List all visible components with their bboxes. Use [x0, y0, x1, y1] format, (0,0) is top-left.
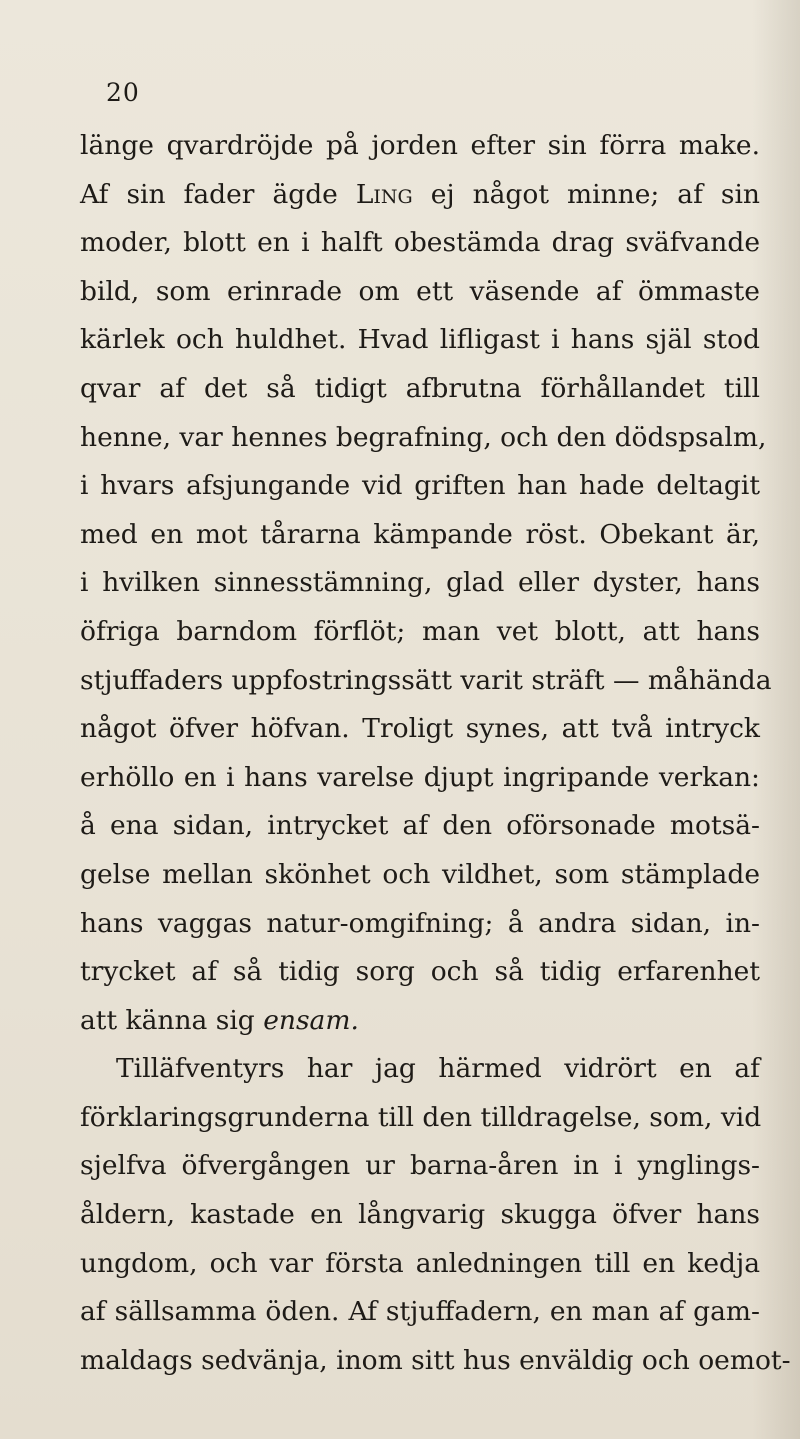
text-run: förklaringsgrunderna till den tilldragelse, som, vid [80, 1101, 762, 1133]
text-line [80, 365, 760, 414]
small-caps-name: Ling [355, 178, 413, 210]
text-run: erhöllo en i hans varelse djupt ingripande verkan: [80, 761, 760, 793]
text-run: kärlek och huldhet. Hvad lifligast i hans själ stod [80, 324, 760, 356]
text-line [80, 122, 760, 171]
text-run: gelse mellan skönhet och vildhet, som stämplade [80, 858, 760, 890]
text-run: Tilläfventyrs har jag härmed vidrört en af [116, 1053, 760, 1085]
text-run: Af sin fader ägde [80, 178, 356, 210]
text-run: maldags sedvänja, inom sitt hus enväldig och oemot- [80, 1344, 791, 1376]
text-line [80, 1337, 791, 1386]
text-run: länge qvardröjde på jorden efter sin förra make. [80, 130, 760, 161]
text-run: hans vaggas natur-omgifning; å andra sidan, in- [80, 907, 760, 939]
text-line [80, 1240, 760, 1289]
text-run: att känna sig [80, 1004, 264, 1036]
text-line [80, 754, 760, 803]
text-run: något öfver höfvan. Troligt synes, att två intryck [80, 713, 760, 745]
text-line [80, 705, 760, 754]
text-run: sjelfva öfvergången ur barna-åren in i ynglings- [80, 1150, 760, 1182]
text-line [80, 657, 772, 706]
text-run: qvar af det så tidigt afbrutna förhållandet till [80, 372, 760, 404]
text-line [80, 608, 760, 657]
text-line [80, 1288, 760, 1337]
text-line [80, 268, 760, 317]
text-line [80, 802, 760, 851]
text-run: stjuffaders uppfostringssätt varit sträft — måhända [80, 664, 772, 696]
text-run: moder, blott en i halft obestämda drag sväfvande [80, 227, 760, 259]
text-line [80, 171, 760, 220]
text-run: öfriga barndom förflöt; man vet blott, att hans [80, 615, 760, 647]
italic-word: ensam. [263, 1004, 359, 1036]
text-run: ej något minne; af sin [412, 178, 760, 210]
text-line [80, 997, 760, 1046]
text-line [80, 1142, 760, 1191]
text-line [80, 851, 760, 900]
text-line [80, 559, 760, 608]
body-text [80, 122, 791, 1385]
text-run: å ena sidan, intrycket af den oförsonade motsä- [80, 810, 760, 842]
text-run: i hvilken sinnesstämning, glad eller dyster, hans [80, 567, 760, 599]
text-line [80, 414, 767, 463]
text-line [80, 1094, 760, 1143]
text-line [80, 900, 760, 949]
text-run: med en mot tårarna kämpande röst. Obekant är, [80, 518, 760, 550]
text-run: henne, var hennes begrafning, och den dödspsalm, [80, 421, 767, 453]
text-run: i hvars afsjungande vid griften han hade deltagit [80, 470, 760, 502]
text-run: trycket af så tidig sorg och så tidig erfarenhet [80, 956, 760, 988]
text-run: åldern, kastade en långvarig skugga öfver hans [80, 1199, 760, 1231]
text-line [80, 1045, 760, 1094]
text-line [80, 462, 760, 511]
text-line [80, 948, 760, 997]
text-line [80, 511, 760, 560]
page-number: 20 [106, 78, 140, 107]
text-line [80, 316, 760, 365]
text-run: af sällsamma öden. Af stjuffadern, en man af gam- [80, 1296, 760, 1328]
text-run: ungdom, och var första anledningen till en kedja [80, 1247, 760, 1279]
text-line [80, 1191, 760, 1240]
text-line [80, 219, 760, 268]
text-run: bild, som erinrade om ett väsende af ömmaste [80, 275, 760, 307]
